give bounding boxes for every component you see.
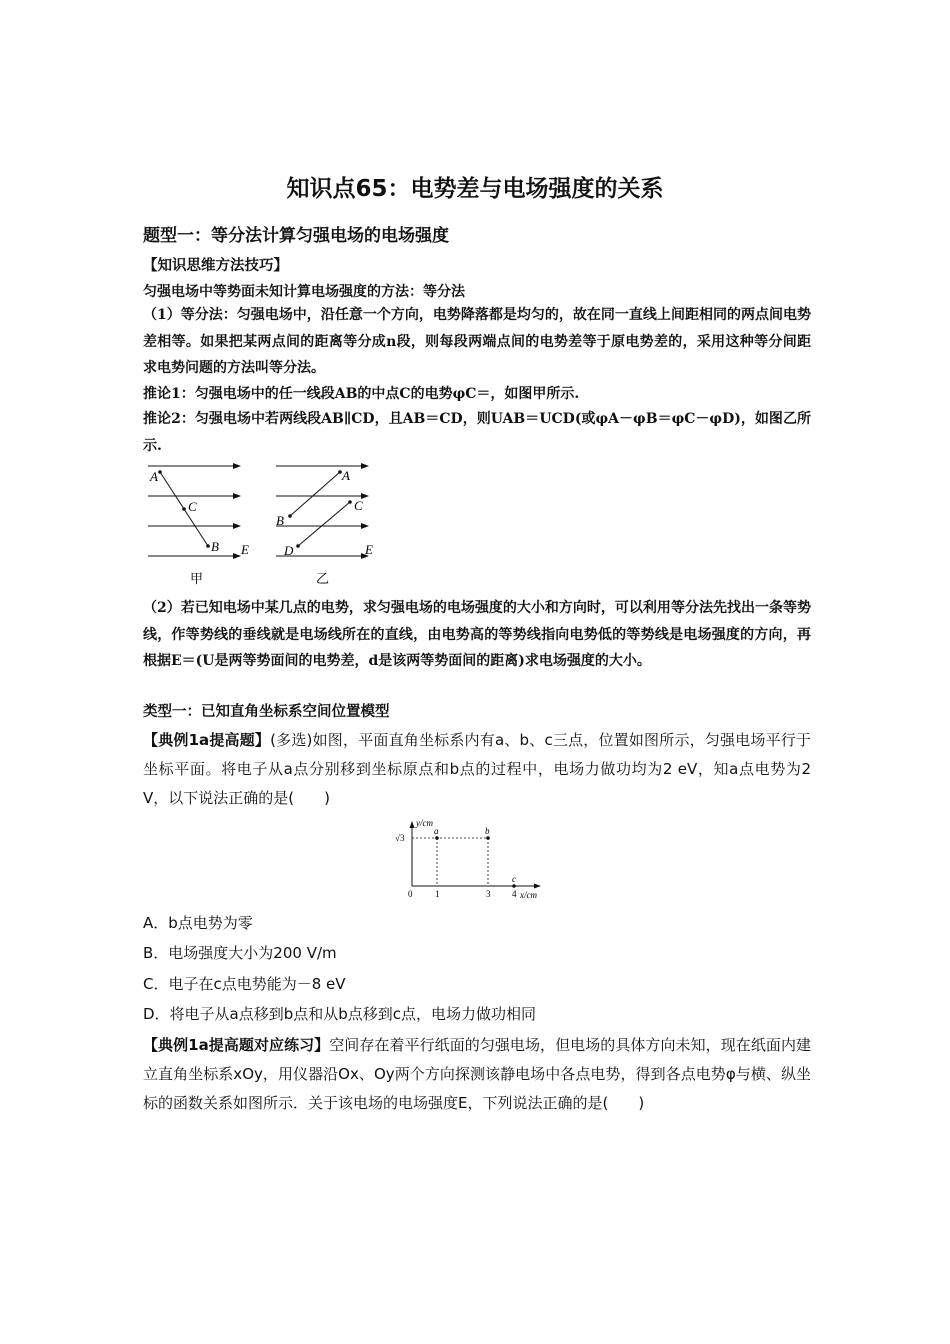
label-c: C <box>188 499 197 514</box>
practice-text: 空间存在着平行纸面的匀强电场，但电场的具体方向未知，现在纸面内建立直角坐标系xOy，用仪器沿Ox、Oy两个方向探测该静电场中各点电势，得到各点电势φ与横、纵坐标的函数关系如图所示．关于该电场的电场强度E，下列说法正确的是( ) <box>143 1036 811 1112</box>
example-tag: 【典例1a提高题】 <box>143 731 271 749</box>
method-intro: 匀强电场中等势面未知计算电场强度的方法：等分法 <box>143 284 465 300</box>
option-b: B．电场强度大小为200 V/m <box>143 944 337 962</box>
example-1a <box>143 726 811 813</box>
method-header: 【知识思维方法技巧】 <box>143 258 288 274</box>
guide-lines <box>412 838 488 886</box>
practice-1a <box>143 1031 811 1118</box>
x-tick-4: 4 <box>512 889 517 899</box>
figure-jia <box>140 458 260 590</box>
point-1: （1）等分法：匀强电场中，沿任意一个方向，电势降落都是均匀的，故在同一直线上间距相同的两点间电势差相等。如果把某两点间的距离等分成n段，则每段两端点间的电势差等于原电势差的，采用这种等分间距求电势问题的方法叫等分法。 <box>143 307 811 377</box>
figure-yi <box>268 458 388 590</box>
option-c: C．电子在c点电势能为－8 eV <box>143 975 346 993</box>
y-axis-label: y/cm <box>416 818 433 828</box>
label-c: C <box>354 498 363 513</box>
point-c <box>348 500 352 504</box>
point-a <box>435 836 439 840</box>
coordinate-graph <box>384 816 560 904</box>
label-a: a <box>434 826 439 836</box>
label-b: b <box>485 826 490 836</box>
segment-cd <box>298 502 350 546</box>
caption-yi: 乙 <box>316 571 330 586</box>
point-b <box>288 514 292 518</box>
example-text: (多选)如图，平面直角坐标系内有a、b、c三点，位置如图所示，匀强电场平行于坐标平面。将电子从a点分别移到坐标原点和b点的过程中，电场力做功均为2 eV，知a点电势为2 V，以下说法正确的是( ) <box>143 731 812 807</box>
caption-jia: 甲 <box>190 571 204 586</box>
option-d: D．将电子从a点移到b点和从b点移到c点，电场力做功相同 <box>143 1005 537 1023</box>
label-e: E <box>365 542 373 557</box>
label-d: D <box>284 543 294 558</box>
label-a: A <box>150 469 158 484</box>
y-tick-sqrt3: √3 <box>395 833 405 843</box>
label-c: c <box>512 874 516 884</box>
type-heading: 类型一：已知直角坐标系空间位置模型 <box>143 704 390 720</box>
label-e: E <box>241 542 249 557</box>
point-2: （2）若已知电场中某几点的电势，求匀强电场的电场强度的大小和方向时，可以利用等分法先找出一条等势线，作等势线的垂线就是电场线所在的直线，由电势高的等势线指向电势低的等势线是电场强度的方向，再根据E＝(U是两等势面间的电势差，d是该两等势面间的距离)求电场强度的大小。 <box>143 600 811 670</box>
point-c <box>182 507 186 511</box>
point-b <box>206 544 210 548</box>
practice-tag: 【典例1a提高题对应练习】 <box>143 1036 330 1054</box>
segment-ab <box>290 472 340 516</box>
option-a: A．b点电势为零 <box>143 914 253 932</box>
label-b: B <box>276 513 284 528</box>
point-b <box>486 836 490 840</box>
point-c <box>512 884 516 888</box>
x-tick-1: 1 <box>435 889 440 899</box>
corollary-2: 推论2：匀强电场中若两线段AB∥CD，且AB＝CD，则UAB＝UCD(或φA－φB＝φC－φD)，如图乙所示. <box>143 411 811 454</box>
section-heading: 题型一：等分法计算匀强电场的电场强度 <box>143 226 449 246</box>
x-tick-0: 0 <box>408 889 413 899</box>
corollary-1: 推论1：匀强电场中的任一线段AB的中点C的电势φC＝，如图甲所示. <box>143 386 580 402</box>
point-d <box>296 544 300 548</box>
label-b: B <box>211 539 219 554</box>
point-a <box>158 470 162 474</box>
page-title: 知识点65：电势差与电场强度的关系 <box>286 176 664 202</box>
x-axis-label: x/cm <box>520 890 537 900</box>
x-tick-3: 3 <box>486 889 491 899</box>
label-a: A <box>342 468 350 483</box>
